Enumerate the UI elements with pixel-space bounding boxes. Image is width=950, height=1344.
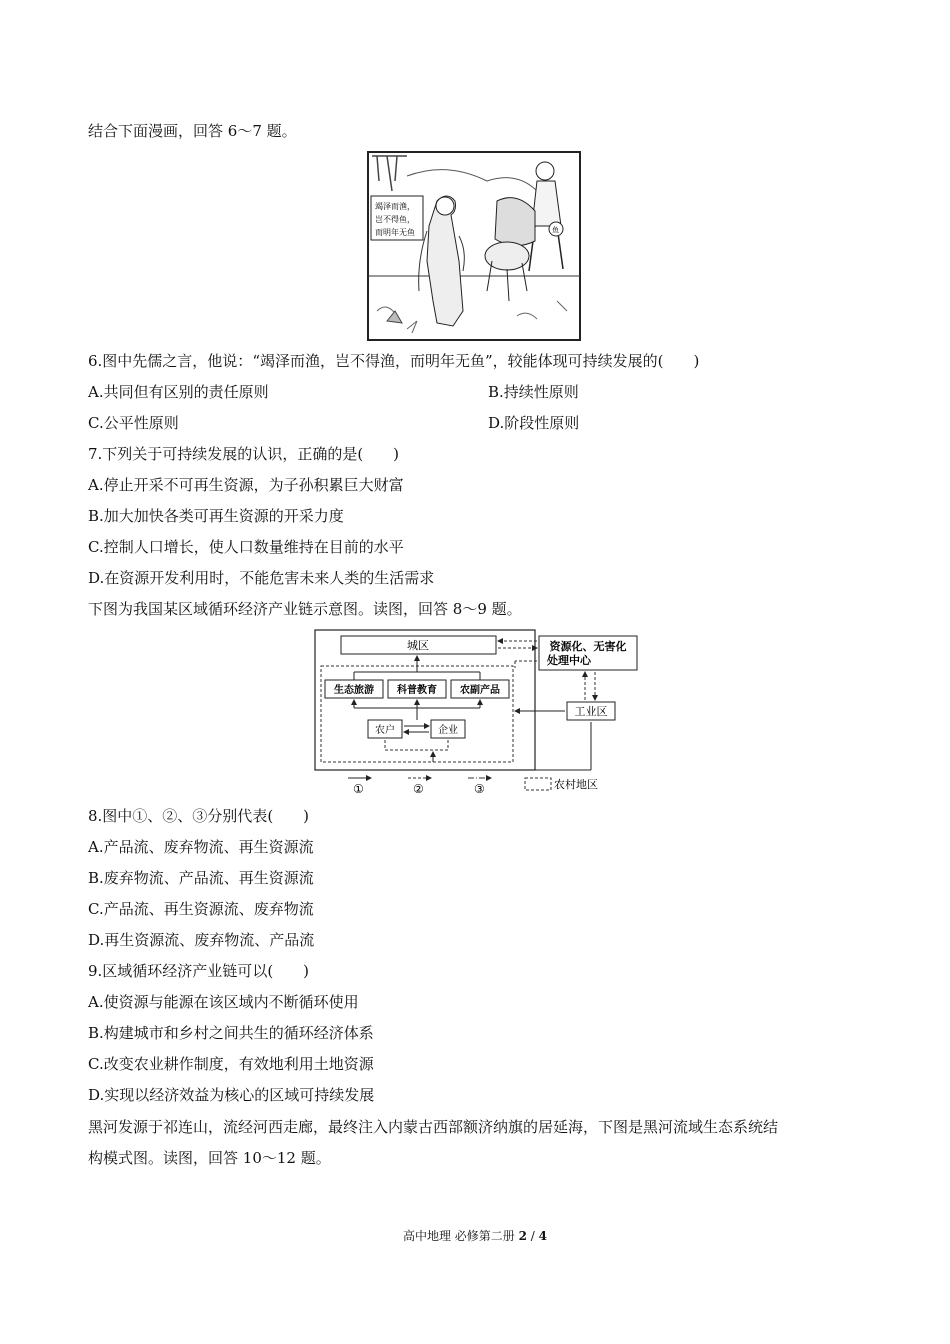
q7-option-c[interactable]: C.控制人口增长，使人口数量维持在目前的水平	[88, 538, 404, 556]
q6-option-d[interactable]: D.阶段性原则	[488, 414, 580, 432]
q9-option-b[interactable]: B.构建城市和乡村之间共生的循环经济体系	[88, 1024, 374, 1042]
agri-products-label: 农副产品	[460, 685, 500, 696]
circular-economy-diagram	[313, 628, 643, 796]
industrial-label: 工业区	[574, 705, 608, 718]
legend-2: ②	[413, 782, 424, 796]
footer-total: 4	[538, 1229, 548, 1243]
intro-q10-12-line2: 构模式图。读图，回答 10～12 题。	[88, 1149, 331, 1167]
q7-stem: 7.下列关于可持续发展的认识，正确的是( )	[88, 445, 400, 463]
q7-option-b[interactable]: B.加大加快各类可再生资源的开采力度	[88, 507, 344, 525]
speech-line-1: 竭泽而渔，	[375, 202, 415, 211]
processing-center-line-1: 资源化、无害化	[549, 640, 627, 653]
q8-option-a[interactable]: A.产品流、废弃物流、再生资源流	[88, 838, 314, 856]
q6-stem: 6.图中先儒之言，他说：“竭泽而渔，岂不得渔，而明年无鱼”，较能体现可持续发展的( )	[88, 352, 700, 370]
q9-option-a[interactable]: A.使资源与能源在该区域内不断循环使用	[88, 993, 359, 1011]
legend-1: ①	[353, 782, 364, 796]
q6-option-a[interactable]: A.共同但有区别的责任原则	[88, 383, 269, 401]
footer-title: 高中地理 必修第二册	[402, 1229, 519, 1243]
enterprise-label: 企业	[438, 725, 458, 736]
legend-3: ③	[474, 782, 485, 796]
q8-option-c[interactable]: C.产品流、再生资源流、废弃物流	[88, 900, 314, 918]
cartoon-tag: 鱼	[552, 226, 559, 234]
q9-stem: 9.区域循环经济产业链可以( )	[88, 962, 310, 980]
legend-rural: 农村地区	[554, 778, 598, 791]
q8-stem: 8.图中①、②、③分别代表( )	[88, 807, 310, 825]
speech-line-3: 而明年无鱼	[375, 228, 415, 237]
processing-center-line-2: 处理中心	[547, 654, 591, 667]
city-label: 城区	[407, 639, 429, 652]
intro-q8-9: 下图为我国某区域循环经济产业链示意图。读图，回答 8～9 题。	[88, 600, 522, 618]
page-footer	[0, 1228, 950, 1244]
q7-option-a[interactable]: A.停止开采不可再生资源，为子孙积累巨大财富	[88, 476, 404, 494]
cartoon-image	[367, 151, 581, 341]
footer-sep: /	[526, 1229, 539, 1243]
q9-option-c[interactable]: C.改变农业耕作制度，有效地利用土地资源	[88, 1055, 374, 1073]
farmer-label: 农户	[375, 725, 395, 736]
q6-option-c[interactable]: C.公平性原则	[88, 414, 179, 432]
q6-option-b[interactable]: B.持续性原则	[488, 383, 579, 401]
intro-q10-12-line1: 黑河发源于祁连山，流经河西走廊，最终注入内蒙古西部额济纳旗的居延海，下图是黑河流域生态系统结	[88, 1118, 779, 1136]
footer-page: 2	[518, 1229, 527, 1243]
q7-option-d[interactable]: D.在资源开发利用时，不能危害未来人类的生活需求	[88, 569, 435, 587]
q8-option-d[interactable]: D.再生资源流、废弃物流、产品流	[88, 931, 315, 949]
eco-tourism-label: 生态旅游	[334, 685, 374, 696]
speech-line-2: 岂不得鱼，	[375, 215, 415, 224]
q9-option-d[interactable]: D.实现以经济效益为核心的区域可持续发展	[88, 1086, 375, 1104]
intro-q6-7: 结合下面漫画，回答 6～7 题。	[88, 122, 297, 140]
science-edu-label: 科普教育	[397, 685, 437, 696]
q8-option-b[interactable]: B.废弃物流、产品流、再生资源流	[88, 869, 314, 887]
